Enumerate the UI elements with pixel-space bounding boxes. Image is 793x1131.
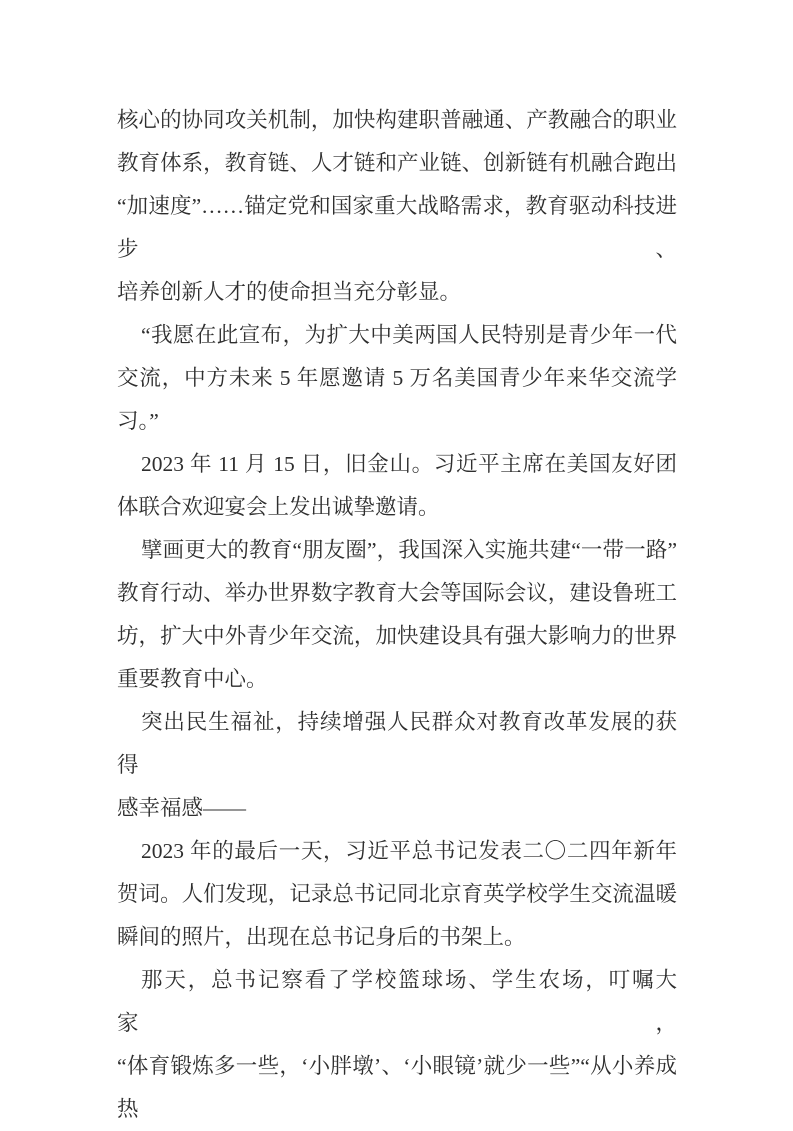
paragraph xyxy=(117,959,677,1131)
text-line: 体联合欢迎宴会上发出诚挚邀请。 xyxy=(117,495,440,519)
document-text-block xyxy=(117,99,677,1131)
text-line: 擘画更大的教育“朋友圈”，我国深入实施共建“一带一路” xyxy=(141,538,677,562)
text-line: “体育锻炼多一些，‘小胖墩’、‘小眼镜’就少一些”“从小养成热 xyxy=(117,1054,677,1121)
text-line: “加速度”……锚定党和国家重大战略需求，教育驱动科技进步、 xyxy=(117,194,677,261)
text-line: 2023 年的最后一天，习近平总书记发表二〇二四年新年 xyxy=(141,839,677,863)
text-line: “我愿在此宣布，为扩大中美两国人民特别是青少年一代 xyxy=(141,323,677,347)
paragraph xyxy=(117,529,677,701)
paragraph xyxy=(117,830,677,959)
paragraph xyxy=(117,99,677,314)
text-line: 教育行动、举办世界数字教育大会等国际会议，建设鲁班工 xyxy=(117,581,677,605)
paragraph xyxy=(117,443,677,529)
text-line: 交流，中方未来 5 年愿邀请 5 万名美国青少年来华交流学 xyxy=(117,366,677,390)
text-line: 突出民生福祉，持续增强人民群众对教育改革发展的获得 xyxy=(117,710,677,777)
text-line: 2023 年 11 月 15 日，旧金山。习近平主席在美国友好团 xyxy=(141,452,677,476)
text-line: 核心的协同攻关机制，加快构建职普融通、产教融合的职业 xyxy=(117,108,677,132)
text-line: 培养创新人才的使命担当充分彰显。 xyxy=(117,280,462,304)
text-line: 教育体系，教育链、人才链和产业链、创新链有机融合跑出 xyxy=(117,151,677,175)
text-line: 习。” xyxy=(117,409,159,433)
paragraph xyxy=(117,314,677,443)
text-line: 坊，扩大中外青少年交流，加快建设具有强大影响力的世界 xyxy=(117,624,677,648)
text-line: 那天，总书记察看了学校篮球场、学生农场，叮嘱大家， xyxy=(117,968,677,1035)
text-line: 重要教育中心。 xyxy=(117,667,268,691)
text-line: 感幸福感—— xyxy=(117,796,247,820)
text-line: 瞬间的照片，出现在总书记身后的书架上。 xyxy=(117,925,526,949)
paragraph xyxy=(117,701,677,830)
text-line: 贺词。人们发现，记录总书记同北京育英学校学生交流温暖 xyxy=(117,882,677,906)
